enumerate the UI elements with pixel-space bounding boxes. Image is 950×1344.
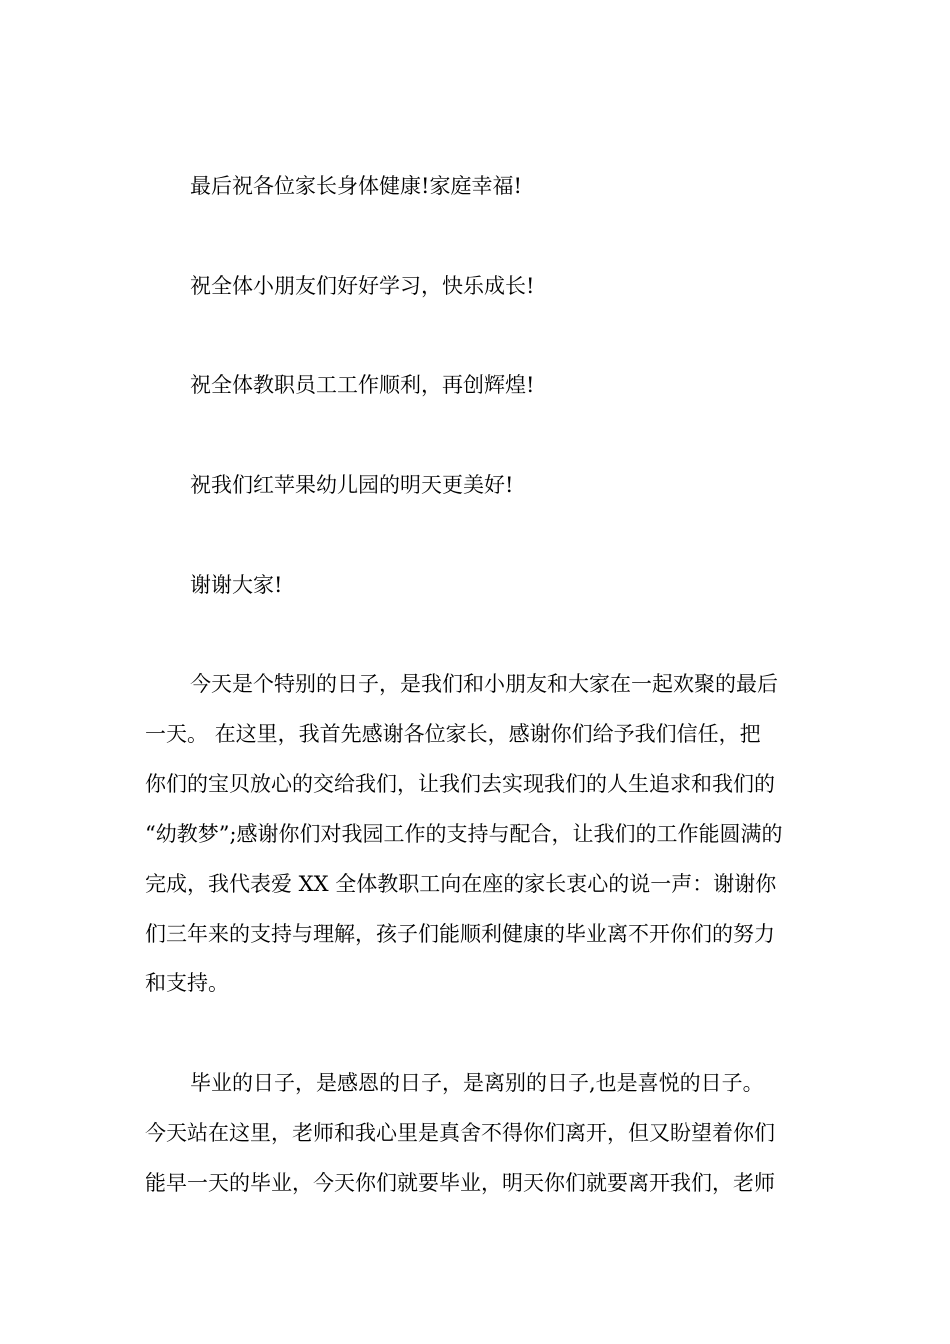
paragraph-2-line-3: 能早一天的毕业，今天你们就要毕业，明天你们就要离开我们，老师: [145, 1171, 775, 1195]
closing-line-5: 谢谢大家!: [190, 573, 283, 597]
closing-line-1: 最后祝各位家长身体健康!家庭幸福!: [190, 174, 522, 198]
paragraph-1-line-7: 和支持。: [145, 971, 229, 995]
paragraph-2-line-1: 毕业的日子，是感恩的日子，是离别的日子,也是喜悦的日子。: [190, 1071, 764, 1095]
paragraph-2-line-2: 今天站在这里，老师和我心里是真舍不得你们离开，但又盼望着你们: [145, 1121, 775, 1145]
closing-line-4: 祝我们红苹果幼儿园的明天更美好!: [190, 473, 514, 497]
paragraph-1-line-1: 今天是个特别的日子，是我们和小朋友和大家在一起欢聚的最后: [190, 672, 778, 696]
paragraph-1-line-4: “幼教梦”;感谢你们对我园工作的支持与配合，让我们的工作能圆满的: [145, 822, 783, 846]
closing-line-3: 祝全体教职员工工作顺利，再创辉煌!: [190, 373, 535, 397]
paragraph-1-line-6: 们三年来的支持与理解，孩子们能顺利健康的毕业离不开你们的努力: [145, 922, 775, 946]
paragraph-1-line-5: 完成，我代表爱 XX 全体教职工向在座的家长衷心的说一声：谢谢你: [145, 872, 777, 896]
closing-line-2: 祝全体小朋友们好好学习，快乐成长!: [190, 274, 535, 298]
paragraph-1-line-2: 一天。 在这里，我首先感谢各位家长，感谢你们给予我们信任，把: [145, 722, 761, 746]
paragraph-1-line-3: 你们的宝贝放心的交给我们，让我们去实现我们的人生追求和我们的: [145, 772, 775, 796]
